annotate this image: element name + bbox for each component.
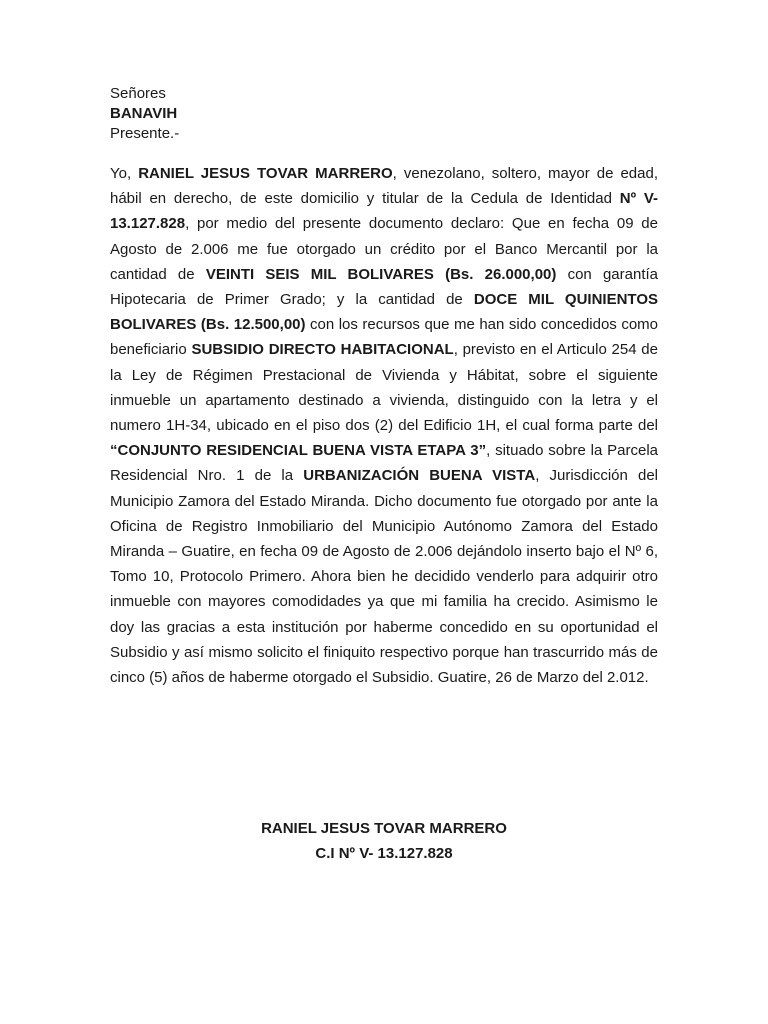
declarant-name: RANIEL JESUS TOVAR MARRERO <box>138 165 393 182</box>
body-text-segment: con los recursos que me han sido concedidos como beneficiario <box>110 316 659 359</box>
signature-id: C.I Nº V- 13.127.828 <box>315 845 453 862</box>
signature-name: RANIEL JESUS TOVAR MARRERO <box>261 820 507 837</box>
id-number: Nº V-13.127.828 <box>110 190 658 233</box>
letter-body <box>110 161 658 690</box>
complex-name: “CONJUNTO RESIDENCIAL BUENA VISTA ETAPA 3” <box>110 442 487 460</box>
subsidy-amount: DOCE MIL QUINIENTOS BOLIVARES (Bs. 12.500,00) <box>110 291 658 334</box>
letter-document <box>110 84 658 690</box>
urbanization-name: URBANIZACIÓN BUENA VISTA <box>303 467 536 485</box>
presente-line: Presente.- <box>110 125 180 142</box>
body-text-segment: , situado sobre la Parcela Residencial Nro. 1 de la <box>110 442 658 485</box>
salutation: Señores <box>110 85 166 102</box>
body-text-segment: , previsto en el Articulo 254 de la Ley de Régimen Prestacional de Vivienda y Hábitat, sobre el siguiente inmueble un apartamento destinado a vivienda, distinguido con la letra y el numero 1H-34, ubicado en el piso dos (2) del Edificio 1H, el cual forma parte del <box>110 341 658 435</box>
body-text-segment: , por medio del presente documento declaro: Que en fecha 09 de Agosto de 2.006 me fue otorgado un crédito por el Banco Mercantil por la cantidad de <box>110 215 658 283</box>
signature-block <box>0 816 768 866</box>
body-text-segment: Yo, <box>110 165 139 182</box>
body-text-segment: con garantía Hipotecaria de Primer Grado; y la cantidad de <box>110 265 659 309</box>
recipient-name: BANAVIH <box>110 105 178 122</box>
subsidy-type: SUBSIDIO DIRECTO HABITACIONAL <box>191 341 454 359</box>
credit-amount: VEINTI SEIS MIL BOLIVARES (Bs. 26.000,00) <box>205 265 557 283</box>
body-text-segment: , venezolano, soltero, mayor de edad, hábil en derecho, de este domicilio y titular de la Cedula de Identidad <box>110 165 658 208</box>
body-text-segment: , Jurisdicción del Municipio Zamora del Estado Miranda. Dicho documento fue otorgado por ante la Oficina de Registro Inmobiliario del Municipio Autónomo Zamora del Estado Miranda – Guatire, en fecha 09 de Agosto de 2.006 dejándolo inserto bajo el Nº 6, Tomo 10, Protocolo Primero. Ahora bien he decidido venderlo para adquirir otro inmueble con mayores comodidades ya que mi familia ha crecido. Asimismo le doy las gracias a esta institución por haberme concedido en su oportunidad el Subsidio y así mismo solicito el finiquito respectivo porque han trascurrido más de cinco (5) años de haberme otorgado el Subsidio. Guatire, 26 de Marzo del 2.012. <box>110 467 658 687</box>
